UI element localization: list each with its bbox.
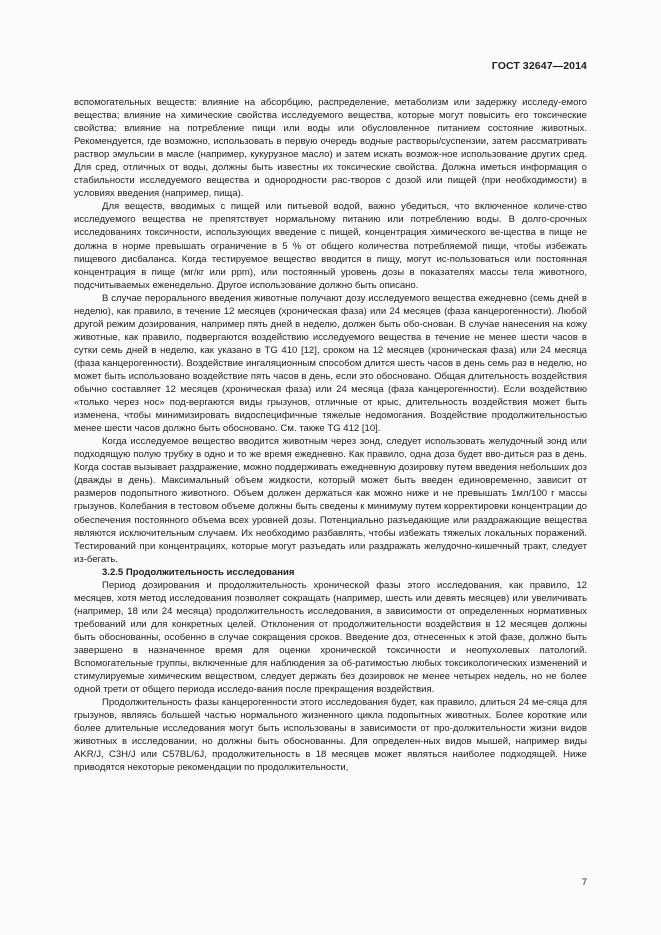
body-text [74,96,587,774]
paragraph-gavage: Когда исследуемое вещество вводится животным через зонд, следует использовать желудочный зонд или подходящую полую трубку в одно и то же время ежедневно. Как правило, одна доза будет вво-диться раз в день. Когда состав вызывает раздражение, можно поддерживать ежедневную дозировку путем введения небольших доз (дважды в день). Максимальный объем жидкости, который может быть введен единовременно, зависит от размеров подопытного животного. Объем должен держаться как можно ниже и не превышать 1мл/100 г массы грызунов. Колебания в тестовом объеме должны быть сведены к минимуму путем корректировки концентрации до обеспечения постоянного объема всех уровней дозы. Потенциально разъедающие или раздражающие вещества являются исключительным случаем. Их необходимо разбавлять, чтобы избежать тяжелых локальных поражений. Тестирований при концентрациях, которые могут разъедать или раздражать желудочно-кишечный тракт, следует из-бегать. [74,436,587,565]
paragraph-diet-administration: Для веществ, вводимых с пищей или питьевой водой, важно убедиться, что включенное количе-ство исследуемого вещества не препятствует нормальному питанию или потреблению воды. В долго-срочных исследованиях токсичности, использующих введение с пищей, концентрация химического ве-щества в пище не должна в норме превышать ограничение в 5 % от общего количества потребляемой пищи, чтобы избежать пищевого дисбаланса. Когда тестируемое вещество вводится в пищу, могут ис-пользоваться или постоянная концентрация в пище (мг/кг или ppm), или постоянный уровень дозы в показателях массы тела животного, подсчитываемых еженедельно. Другое использование должно быть описано. [74,201,587,291]
section-heading: 3.2.5 Продолжительность исследования [102,566,295,578]
paragraph-continuation: вспомогательных веществ: влияние на абсорбцию, распределение, метаболизм или задержку исследу-емого вещества; влияние на химические свойства исследуемого вещества, которые могут повысить его токсические свойства; влияние на потребление пищи или воды или обусловленное питанием состояние животных. Рекомендуется, где возможно, использовать в первую очередь водные растворы/суспензии, затем рассматривать раствор эмульсии в масле (например, кукурузное масло) и затем искать возмож-ное использование других сред. Для сред, отличных от воды, должны быть известны их токсические свойства. Должна иметься информация о стабильности исследуемого вещества и однородности рас-творов с дозой или пищей (при необходимости) в условиях введения (например, пища). [74,97,587,200]
page-number: 7 [581,877,587,888]
standard-header: ГОСТ 32647—2014 [491,60,587,72]
paragraph-carcinogenicity-phase: Продолжительность фазы канцерогенности этого исследования будет, как правило, длиться 24 ме-сяца для грызунов, являясь большей частью нормального жизненного цикла подопытных животных. Более короткие или более длительные исследования могут быть использованы в зависимости от про-должительности жизни видов животных в исследовании, но должны быть обоснованны. Для определен-ных видов мышей, например виды AKR/J, C3H/J или C57BL/6J, продолжительность в 18 месяцев может являться наиболее подходящей. Ниже приводятся некоторые рекомендации по продолжительности, [74,697,587,774]
paragraph-oral-administration: В случае перорального введения животные получают дозу исследуемого вещества ежедневно (семь дней в неделю), как правило, в течение 12 месяцев (хроническая фаза) или 24 месяцев (фаза канцерогенности). Любой другой режим дозирования, например пять дней в неделю, должен быть обо-снован. В случае нанесения на кожу животные, как правило, подвергаются воздействию исследуемого вещества в течение не менее шести часов в сутки семь дней в неделю, как указано в TG 410 [12], сроком на 12 месяцев (хроническая фаза) или 24 месяца (фаза канцерогенности). Воздействие ингаляционным способом длится шесть часов в день семь раз в неделю, но может быть использовано воздействие пять часов в день, если это обосновано. Общая длительность воздействия обычно составляет 12 месяцев (хроническая фаза) или 24 месяца (фаза канцерогенности). Если воздействию «только через нос» под-вергаются виды грызунов, отличные от крыс, длительность воздействия может быть изменена, чтобы минимизировать видоспецифичные тяжелые недомогания. Воздействие продолжительностью менее шести часов должно быть обосновано. См. также TG 412 [10]. [74,292,587,435]
paragraph-dosing-period: Период дозирования и продолжительность хронической фазы этого исследования, как правило, 12 месяцев, хотя метод исследования позволяет сокращать (например, шесть или девять месяцев) или увеличивать (например, 18 или 24 месяца) продолжительность исследования, в зависимости от определенных нормативных требований или для конкретных целей. Отклонения от продолжительности воздействия в 12 месяцев должны быть обоснованны, особенно в случае сокращения сроков. Введение доз, отнесенных к этой фазе, должно быть завершено в назначенное время для оценки хронической токсичности и неопухолевых патологий. Вспомогательные группы, включенные для наблюдения за об-ратимостью любых токсикологических изменений и стимулируемые химическим веществом, следует держать без дозировок не менее четырех недель, но не более одной трети от общего периода исследо-вания после прекращения воздействия. [74,579,587,696]
